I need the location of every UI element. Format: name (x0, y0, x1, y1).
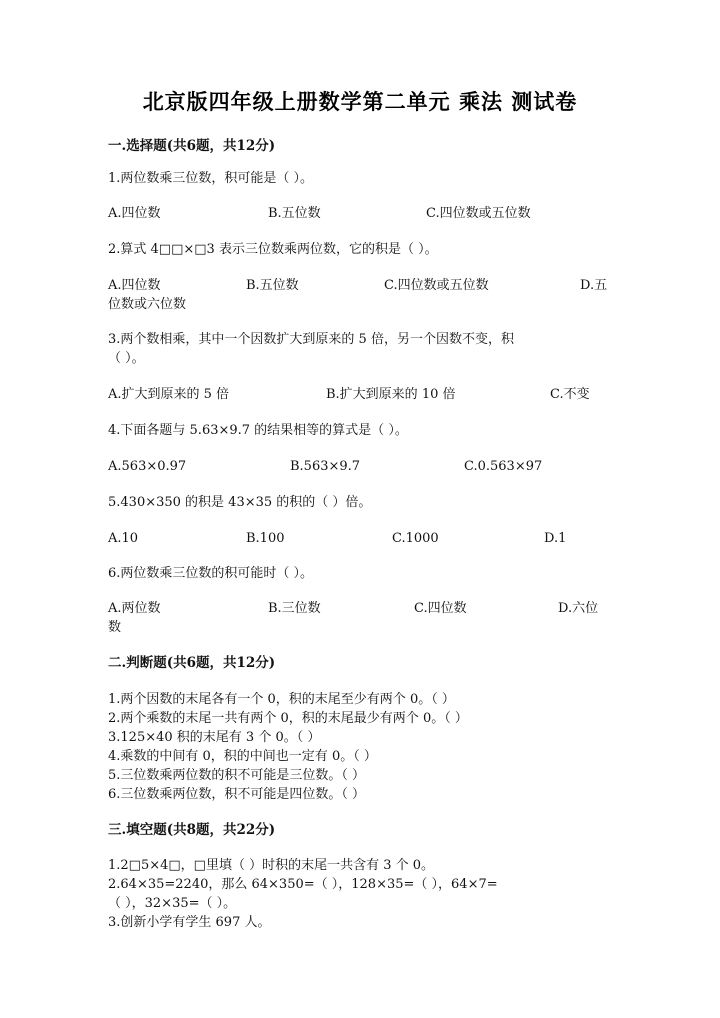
fill-blank-item: 1.2□5×4□，□里填（ ）时积的末尾一共含有 3 个 0。 (108, 858, 435, 873)
judgement-item: 3.125×40 积的末尾有 3 个 0。（ ） (108, 730, 321, 745)
judgement-item: 4.乘数的中间有 0，积的中间也一定有 0。（ ） (108, 749, 377, 764)
question-6-text: 6.两位数乘三位数的积可能时（ ）。 (108, 566, 314, 581)
question-5-text: 5.430×350 的积是 43×35 的积的（ ）倍。 (108, 495, 372, 510)
q2-option-a: A.四位数 (108, 278, 161, 293)
q2-option-d-cont: 位数或六位数 (108, 297, 187, 312)
q2-option-c: C.四位数或五位数 (384, 278, 489, 293)
fill-blank-item-cont: （ ），32×35=（ ）。 (108, 896, 237, 911)
q4-option-a: A.563×0.97 (108, 459, 187, 474)
judgement-item: 5.三位数乘两位数的积不可能是三位数。（ ） (108, 768, 366, 783)
q2-option-b: B.五位数 (246, 278, 299, 293)
section-heading-fill-blank: 三.填空题(共8题，共22分) (108, 822, 276, 838)
q6-option-d: D.六位 (558, 601, 599, 616)
q6-option-a: A.两位数 (108, 601, 161, 616)
fill-blank-item: 3.创新小学有学生 697 人。 (108, 915, 271, 930)
question-4-text: 4.下面各题与 5.63×9.7 的结果相等的算式是（ ）。 (108, 423, 408, 438)
q5-option-a: A.10 (108, 531, 139, 546)
q6-option-d-cont: 数 (108, 620, 122, 635)
q1-option-c: C.四位数或五位数 (426, 206, 531, 221)
q5-option-d: D.1 (544, 531, 567, 546)
fill-blank-item: 2.64×35=2240，那么 64×350=（ ），128×35=（ ），64×7= (108, 877, 498, 892)
q1-option-a: A.四位数 (108, 206, 161, 221)
question-3-line2: （ ）。 (108, 351, 145, 366)
question-1-text: 1.两位数乘三位数，积可能是（ ）。 (108, 171, 314, 186)
page-title: 北京版四年级上册数学第二单元 乘法 测试卷 (142, 89, 578, 114)
q4-option-b: B.563×9.7 (290, 459, 361, 474)
q3-option-c: C.不变 (550, 387, 590, 402)
q5-option-b: B.100 (246, 531, 285, 546)
section-heading-choice: 一.选择题(共6题，共12分) (108, 138, 276, 154)
judgement-item: 2.两个乘数的末尾一共有两个 0，积的末尾最少有两个 0。（ ） (108, 711, 468, 726)
q6-option-b: B.三位数 (268, 601, 321, 616)
judgement-item: 6.三位数乘两位数，积不可能是四位数。（ ） (108, 787, 366, 802)
section-heading-judgement: 二.判断题(共6题，共12分) (108, 655, 276, 671)
q5-option-c: C.1000 (392, 531, 439, 546)
question-2-text: 2.算式 4□□×□3 表示三位数乘两位数，它的积是（ ）。 (108, 242, 438, 257)
q3-option-a: A.扩大到原来的 5 倍 (108, 387, 230, 402)
q2-option-d: D.五 (580, 278, 608, 293)
q1-option-b: B.五位数 (268, 206, 321, 221)
q4-option-c: C.0.563×97 (464, 459, 543, 474)
q6-option-c: C.四位数 (414, 601, 467, 616)
judgement-item: 1.两个因数的末尾各有一个 0，积的末尾至少有两个 0。（ ） (108, 692, 455, 707)
q3-option-b: B.扩大到原来的 10 倍 (326, 387, 456, 402)
question-3-line1: 3.两个数相乘，其中一个因数扩大到原来的 5 倍，另一个因数不变，积 (108, 332, 514, 347)
